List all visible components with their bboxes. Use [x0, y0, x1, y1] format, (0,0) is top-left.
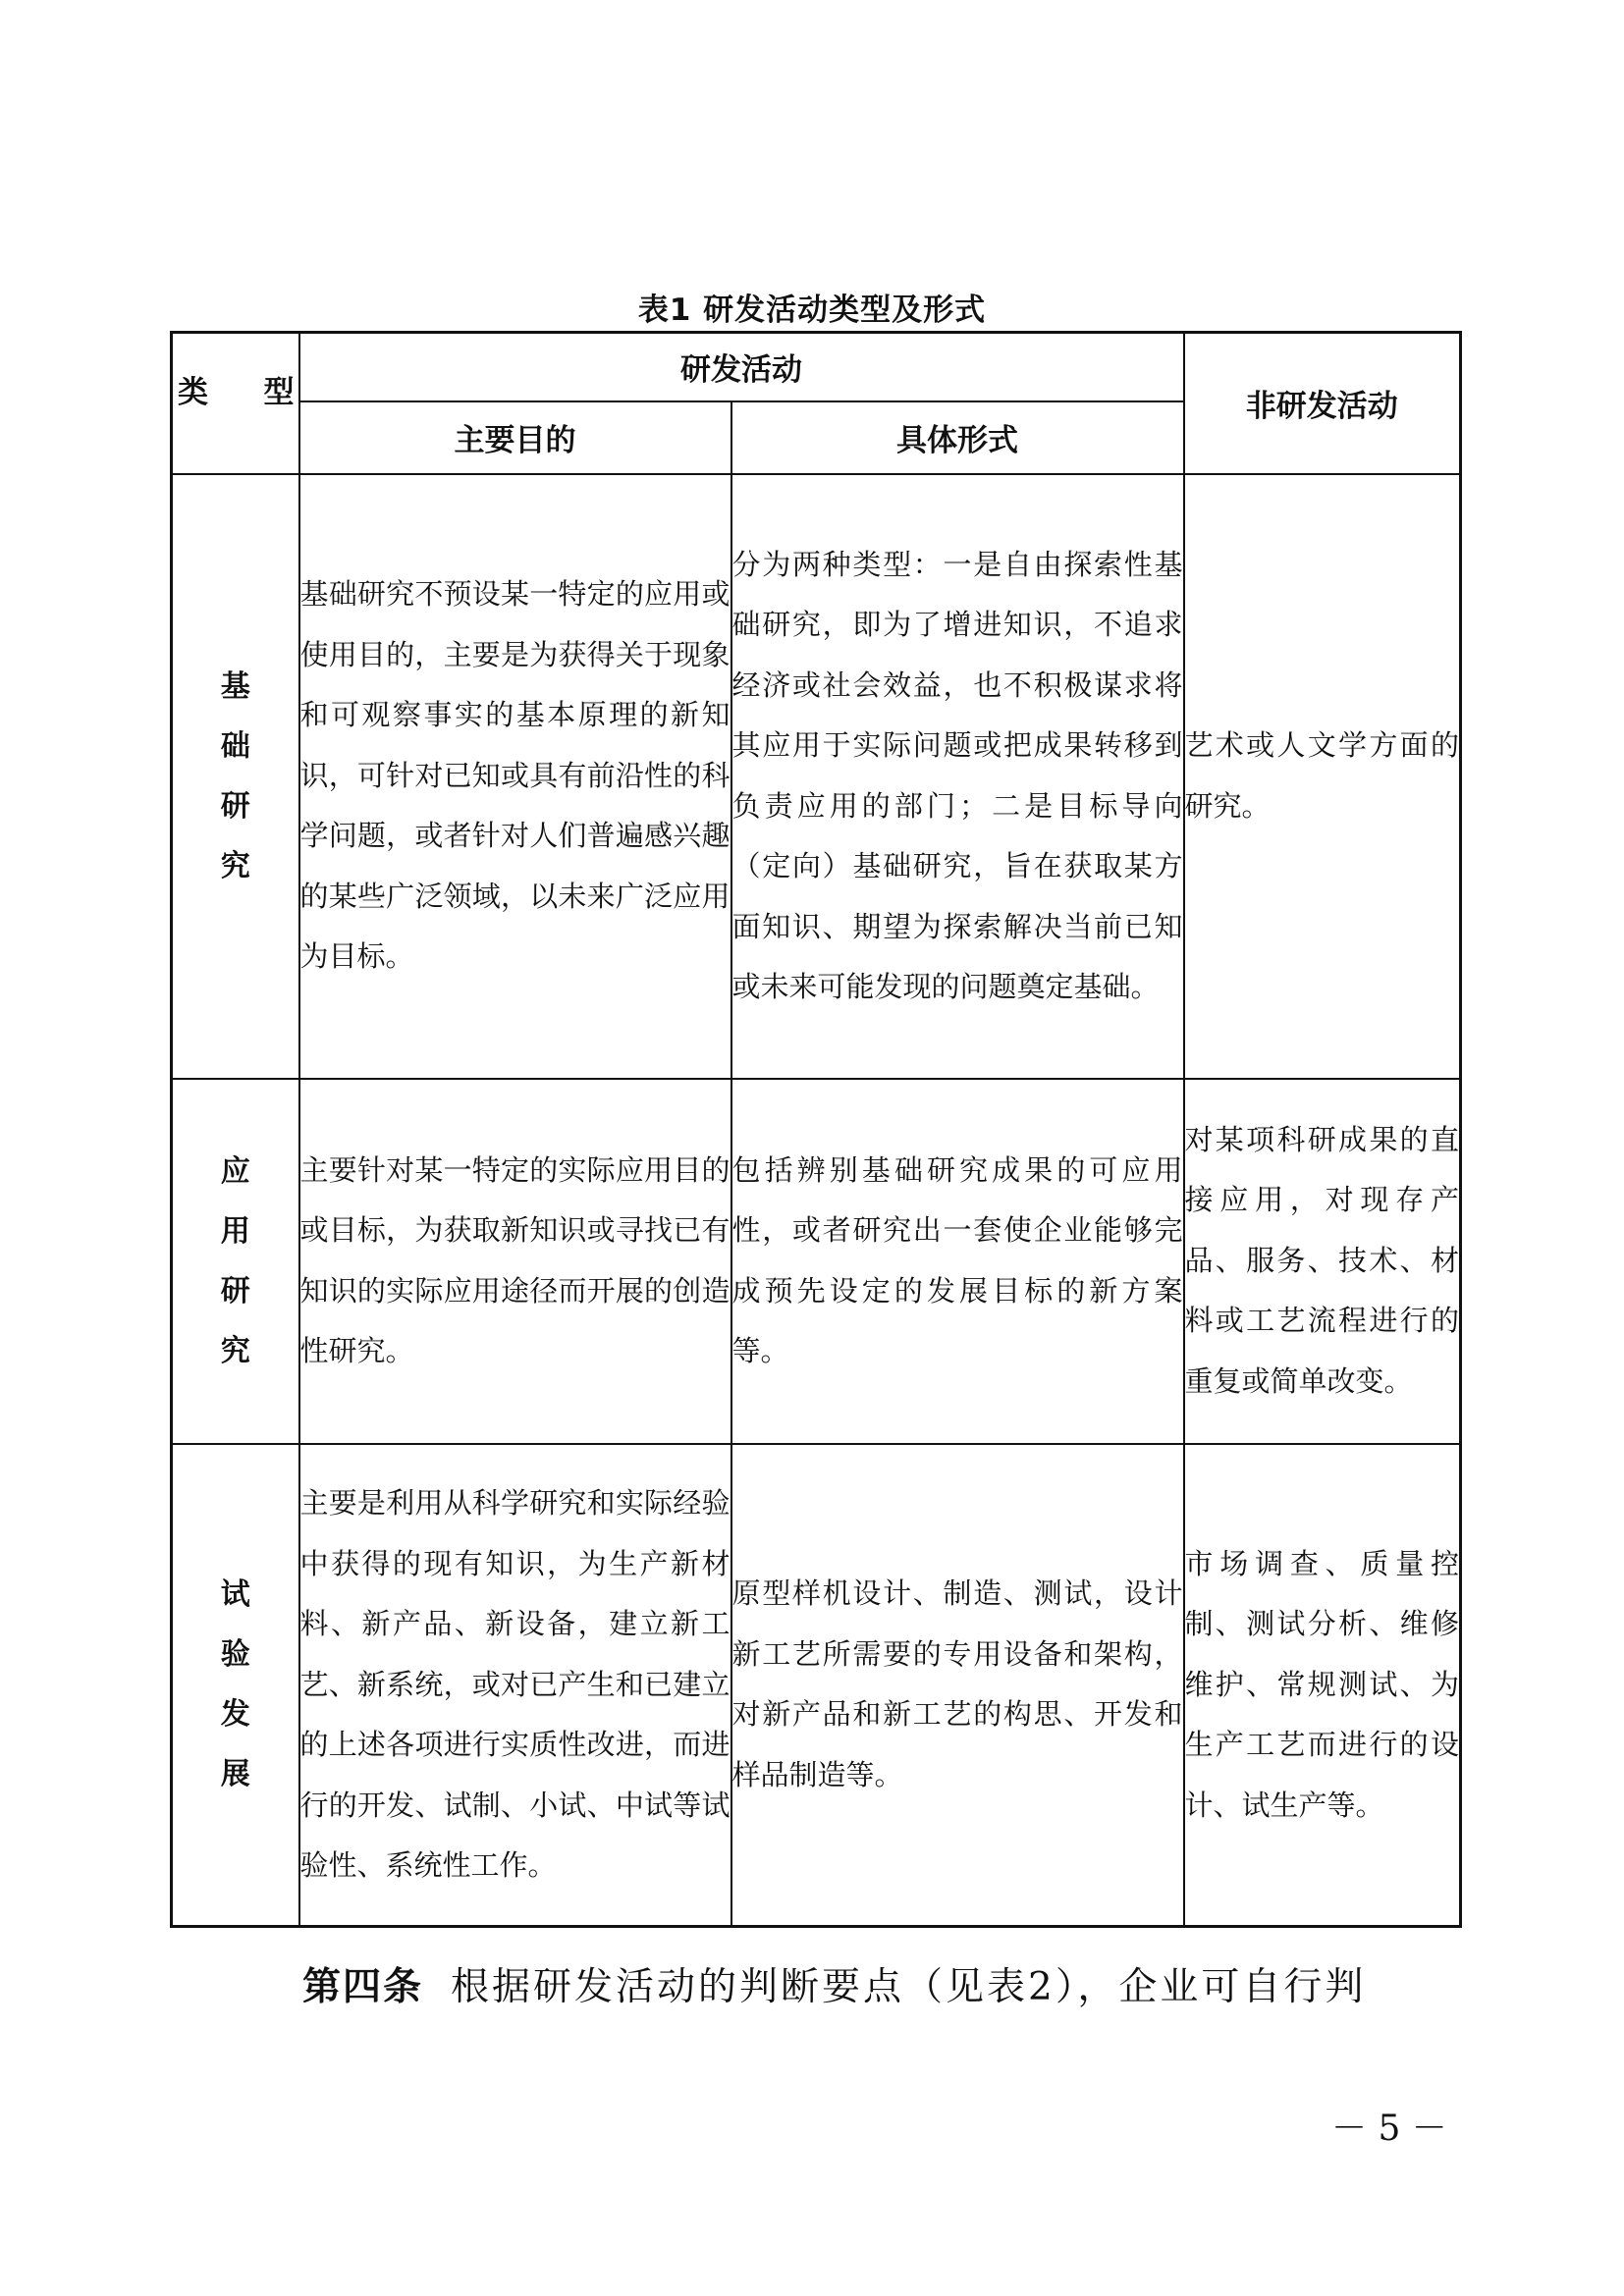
article-paragraph [302, 1956, 1366, 2011]
purpose-cell: 主要针对某一特定的实际应用目的或目标，为获取新知识或寻找已有知识的实际应用途径而开展的创造性研究。 [299, 1079, 731, 1444]
type-header-char: 类 [178, 375, 208, 411]
page-number: － 5 － [1331, 2109, 1447, 2149]
specific-form-header: 具体形式 [731, 401, 1184, 474]
non-rd-cell: 艺术或人文学方面的研究。 [1184, 474, 1461, 1079]
rd-activity-header: 研发活动 [299, 333, 1184, 401]
row-type-experimental-development: 试 验 发 展 [172, 1444, 299, 1927]
non-rd-header: 非研发活动 [1184, 333, 1461, 474]
rd-activity-table [170, 331, 1462, 1928]
main-purpose-header: 主要目的 [299, 401, 731, 474]
article-text: 根据研发活动的判断要点（见表2），企业可自行判 [451, 1965, 1367, 2009]
row-type-basic-research: 基 础 研 究 [172, 474, 299, 1079]
non-rd-cell: 市场调查、质量控制、测试分析、维修维护、常规测试、为生产工艺而进行的设计、试生产等。 [1184, 1444, 1461, 1927]
table-caption: 表1 研发活动类型及形式 [637, 293, 987, 328]
purpose-cell: 基础研究不预设某一特定的应用或使用目的，主要是为获得关于现象和可观察事实的基本原理的新知识，可针对已知或具有前沿性的科学问题，或者针对人们普遍感兴趣的某些广泛领域，以未来广泛应用为目标。 [299, 474, 731, 1079]
form-cell: 包括辨别基础研究成果的可应用性，或者研究出一套使企业能够完成预先设定的发展目标的新方案等。 [731, 1079, 1184, 1444]
form-cell: 分为两种类型：一是自由探索性基础研究，即为了增进知识，不追求经济或社会效益，也不积极谋求将其应用于实际问题或把成果转移到负责应用的部门；二是目标导向（定向）基础研究，旨在获取某方面知识、期望为探索解决当前已知或未来可能发现的问题奠定基础。 [731, 474, 1184, 1079]
row-type-applied-research: 应 用 研 究 [172, 1079, 299, 1444]
type-header-char: 型 [263, 375, 295, 411]
non-rd-cell: 对某项科研成果的直接应用，对现存产品、服务、技术、材料或工艺流程进行的重复或简单改变。 [1184, 1079, 1461, 1444]
article-label: 第四条 [302, 1965, 424, 2009]
table-row [172, 1444, 1461, 1927]
table-row [172, 1079, 1461, 1444]
purpose-cell: 主要是利用从科学研究和实际经验中获得的现有知识，为生产新材料、新产品、新设备，建立新工艺、新系统，或对已产生和已建立的上述各项进行实质性改进，而进行的开发、试制、小试、中试等试验性、系统性工作。 [299, 1444, 731, 1927]
form-cell: 原型样机设计、制造、测试，设计新工艺所需要的专用设备和架构，对新产品和新工艺的构思、开发和样品制造等。 [731, 1444, 1184, 1927]
type-header-cell [172, 333, 299, 474]
table-row [172, 474, 1461, 1079]
